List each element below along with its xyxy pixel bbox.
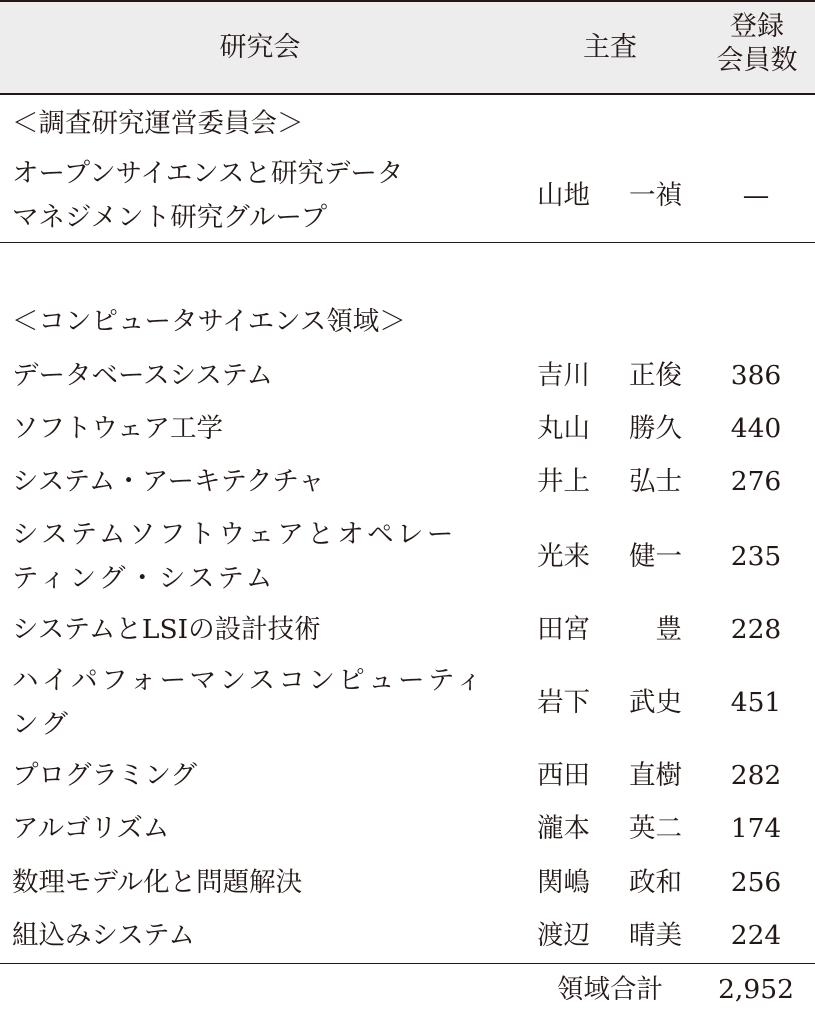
member-count: 224 [730, 920, 782, 951]
member-count: 256 [730, 867, 782, 898]
header-chief: 主査 [583, 32, 637, 63]
chief-family-name: 岩下 [537, 687, 590, 718]
section-divider [0, 242, 815, 243]
chief-family-name: 西田 [537, 760, 590, 791]
research-group-name: システム・アーキテクチャ [12, 466, 325, 497]
member-count: 386 [730, 360, 782, 391]
research-group-name: ソフトウェア工学 [12, 413, 223, 444]
chief-given-name: 健一 [629, 541, 682, 572]
header-member-count-line1: 登録 [730, 11, 784, 42]
research-group-name-line: ング [12, 709, 72, 740]
member-count: 282 [730, 760, 782, 791]
total-value: 2,952 [718, 974, 794, 1005]
research-group-name-line: ハイパフォーマンスコンピューティ [12, 665, 486, 696]
chief-family-name: 瀧本 [537, 813, 590, 844]
chief-given-name: 直樹 [629, 760, 682, 791]
research-group-name [12, 659, 527, 747]
member-count: 228 [730, 614, 782, 645]
member-count: 235 [730, 541, 782, 572]
research-group-name [12, 152, 527, 240]
chief-given-name: 弘士 [629, 466, 682, 497]
section-title-computer-science: ＜コンピュータサイエンス領域＞ [12, 306, 406, 337]
research-group-name: プログラミング [12, 760, 197, 791]
header-research-group: 研究会 [219, 32, 301, 63]
research-group-name: データベースシステム [12, 360, 274, 391]
member-count: 440 [730, 413, 782, 444]
research-group-name [12, 513, 527, 601]
table-header [0, 0, 815, 95]
member-count: — [742, 180, 770, 211]
chief-family-name: 渡辺 [537, 920, 590, 951]
research-group-name-line: マネジメント研究グループ [12, 202, 328, 233]
header-member-count [702, 10, 812, 78]
research-group-name-line: システムソフトウェアとオペレー [12, 519, 457, 550]
member-count: 174 [730, 813, 782, 844]
total-label: 領域合計 [557, 974, 663, 1005]
chief-given-name: 武史 [629, 687, 682, 718]
header-member-count-line2: 会員数 [716, 45, 798, 76]
chief-given-name: 政和 [629, 867, 682, 898]
chief-given-name: 晴美 [629, 920, 682, 951]
chief-given-name: 勝久 [629, 413, 682, 444]
chief-family-name: 吉川 [537, 360, 590, 391]
research-group-name: アルゴリズム [12, 813, 170, 844]
chief-given-name: 一禎 [629, 180, 682, 211]
section-title-committee: ＜調査研究運営委員会＞ [12, 108, 304, 139]
chief-given-name: 英二 [629, 813, 682, 844]
member-count: 276 [730, 466, 782, 497]
chief-given-name: 豊 [655, 614, 682, 645]
research-group-name: 組込みシステム [12, 920, 195, 951]
research-group-name: 数理モデル化と問題解決 [12, 867, 303, 898]
chief-family-name: 田宮 [537, 614, 590, 645]
chief-family-name: 光来 [537, 541, 590, 572]
total-divider [0, 963, 815, 964]
research-group-name-line: オープンサイエンスと研究データ [12, 158, 404, 189]
research-group-name: システムとLSIの設計技術 [12, 614, 321, 645]
chief-given-name: 正俊 [629, 360, 682, 391]
chief-family-name: 丸山 [537, 413, 590, 444]
member-count: 451 [730, 687, 782, 718]
chief-family-name: 山地 [537, 180, 590, 211]
chief-family-name: 関嶋 [537, 867, 590, 898]
chief-family-name: 井上 [537, 466, 590, 497]
research-group-name-line: ティング・システム [12, 563, 276, 594]
